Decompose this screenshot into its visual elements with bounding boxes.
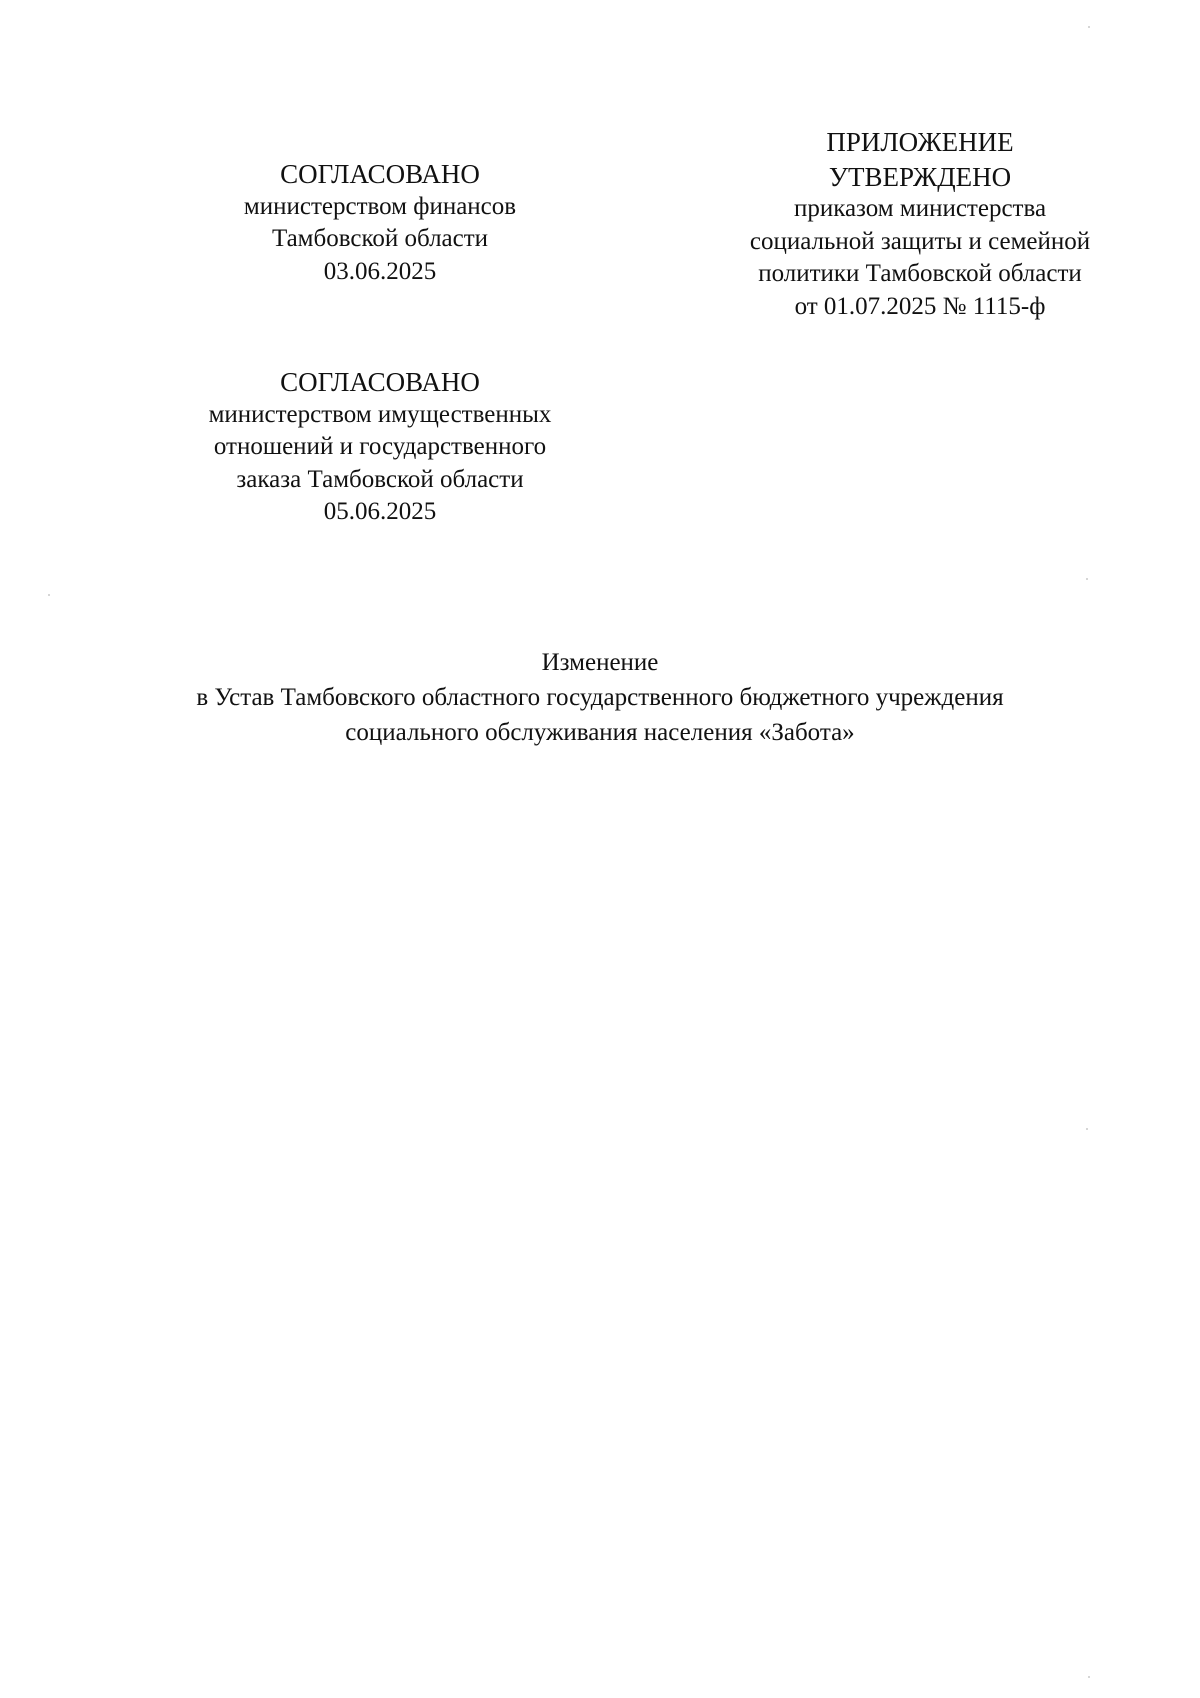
approval-stamp-property <box>160 366 600 529</box>
title-heading: Изменение <box>541 649 659 676</box>
title-line: социального обслуживания населения «Забота» <box>345 719 855 746</box>
approval-heading: СОГЛАСОВАНО <box>280 367 480 397</box>
scan-speck <box>1088 1676 1090 1678</box>
approval-line: отношений и государственного <box>213 433 547 460</box>
approval-line: министерством имущественных <box>208 400 552 428</box>
order-reference: от 01.07.2025 № 1115-ф <box>794 292 1046 320</box>
approval-line: министерством финансов <box>243 192 517 220</box>
approved-stamp <box>700 126 1140 323</box>
scan-speck <box>1086 578 1088 580</box>
approved-heading: УТВЕРЖДЕНО <box>828 161 1012 192</box>
approval-heading: СОГЛАСОВАНО <box>280 159 480 189</box>
document-title <box>120 645 1080 750</box>
approval-line: Тамбовской области <box>271 225 489 252</box>
approval-stamp-finance <box>200 158 560 288</box>
approval-date: 05.06.2025 <box>323 498 437 525</box>
scan-speck <box>1086 1128 1088 1130</box>
scan-speck <box>1088 26 1090 28</box>
approved-line: политики Тамбовской области <box>758 260 1082 287</box>
appendix-label: ПРИЛОЖЕНИЕ <box>826 127 1014 157</box>
approved-line: приказом министерства <box>793 195 1047 222</box>
scan-speck <box>48 594 50 596</box>
approved-line: социальной защиты и семейной <box>749 227 1091 255</box>
approval-line: заказа Тамбовской области <box>236 465 524 493</box>
approval-date: 03.06.2025 <box>323 257 437 285</box>
title-line: в Устав Тамбовского областного государственного бюджетного учреждения <box>196 684 1004 711</box>
